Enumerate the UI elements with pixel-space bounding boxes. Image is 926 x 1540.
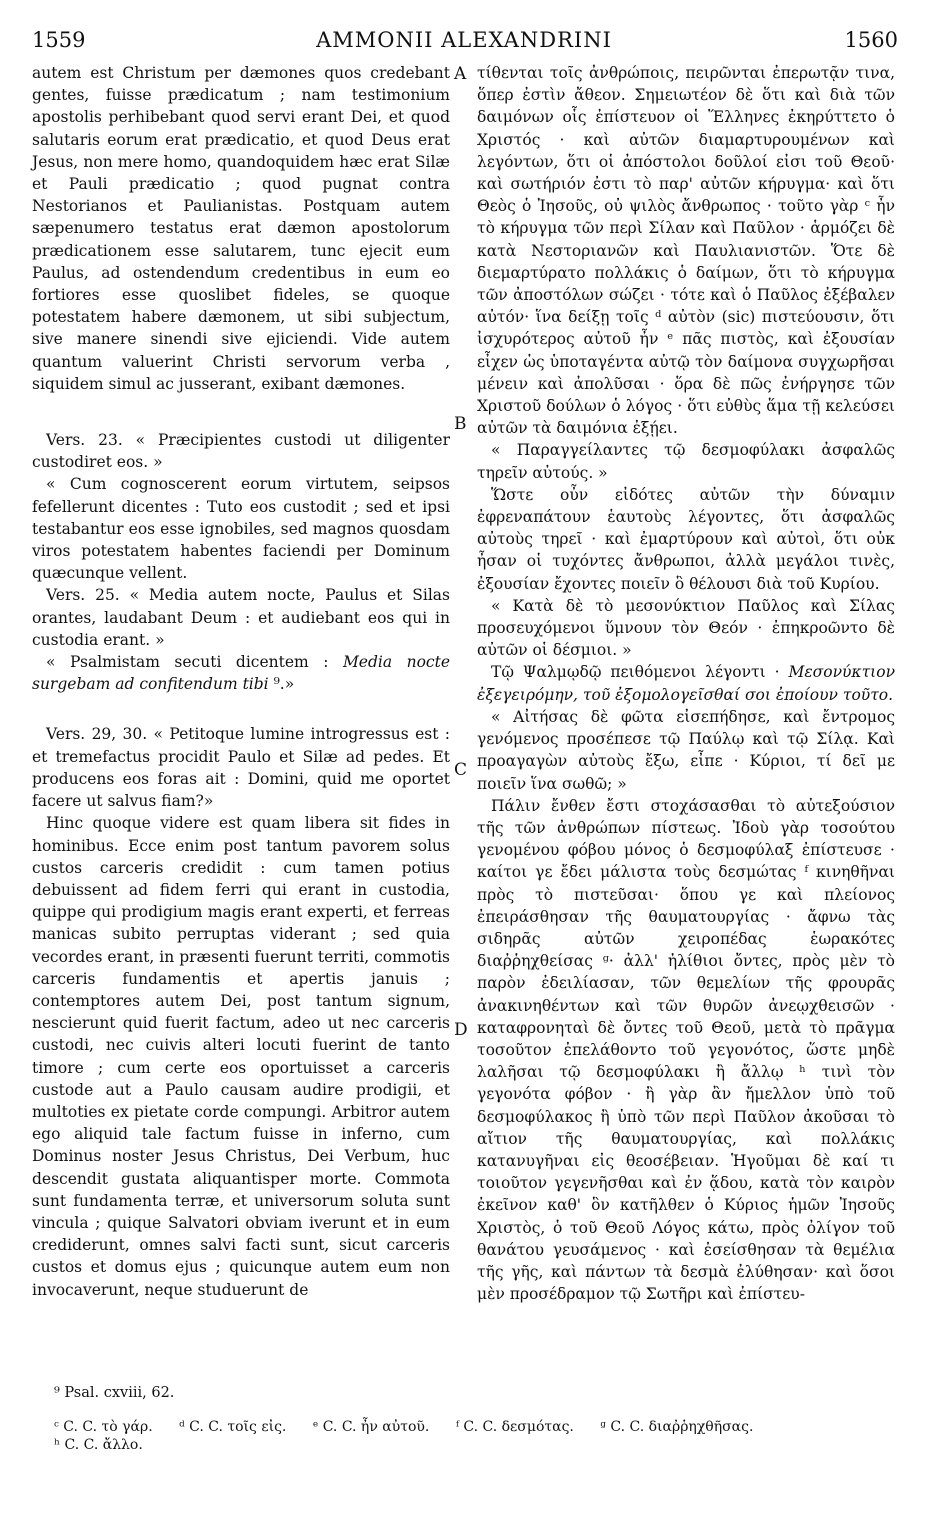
margin-marker-d: D	[454, 1020, 468, 1040]
running-title: AMMONII ALEXANDRINI	[316, 28, 612, 52]
greek-verse-heading: « Παραγγείλαντες τῷ δεσμοφύλακι ἀσφαλῶς τηρεῖν αὐτούς. »	[477, 441, 895, 482]
page-number-left: 1559	[32, 28, 86, 52]
footnote-e: ᵉ C. C. ἦν αὐτοῦ.	[312, 1419, 430, 1435]
greek-paragraph: Ὥστε οὖν εἰδότες αὐτῶν τὴν δύναμιν ἐφρεναπάτουν ἑαυτοὺς λέγοντες, ὅτι ἀσφαλῶς αὐτοὺς τηρεῖ · καὶ ἐμαρτύρουν καὶ αὐτοὶ, ὅτι οὐκ ἦσαν οἱ τυχόντες ἄνθρωποι, ἀλλὰ μεγάλοι τινὲς, ἐξουσίαν ἔχοντες ποιεῖν ὃ θέλουσι διὰ τοῦ Κυρίου.	[477, 485, 895, 593]
footnote-d: ᵈ C. C. τοῖς εἰς.	[179, 1419, 287, 1435]
margin-marker-b: B	[454, 414, 467, 434]
greek-column	[477, 62, 895, 1305]
margin-marker-c: C	[454, 760, 468, 780]
greek-paragraph: τίθενται τοῖς ἀνθρώποις, πειρῶνται ἐπερωτᾷν τινα, ὅπερ ἐστὶν ἄθεον. Σημειωτέον δὲ ὅτι καὶ διὰ τῶν δαιμόνων οἷς ἐπίστευον οἱ Ἕλληνες ἐκηρύττετο ὁ Χριστός · καὶ αὐτῶν διαμαρτυρουμένων καὶ λεγόντων, ὅτι οἱ ἀπόστολοι δοῦλοί εἰσι τοῦ Θεοῦ· καὶ σωτήριόν ἐστι τὸ παρ' αὐτῶν κήρυγμα· καὶ ὅτι Θεὸς ὁ Ἰησοῦς, οὐ ψιλὸς ἄνθρωπος · τοῦτο γὰρ ᶜ ἦν τὸ κήρυγμα τῶν περὶ Σίλαν καὶ Παῦλον · ἁρμόζει δὲ κατὰ Νεστοριανῶν καὶ Παυλιανιστῶν. Ὅτε δὲ διεμαρτύρατο πολλάκις ὁ δαίμων, ὅτι τὸ κήρυγμα τῶν ἀποστόλων σώζει · τότε καὶ ὁ Παῦλος ἐξέβαλεν αὐτόν· ἵνα δείξῃ τοῖς ᵈ αὐτὸν (sic) πιστεύουσιν, ὅτι ἰσχυρότερος αὐτοῦ ἦν ᵉ πᾶς πιστὸς, καὶ ἐξουσίαν εἶχεν ὡς ὑποταγέντα αὐτῷ τὸν δαίμονα συγχωρῆσαι μένειν καὶ ἀπολῦσαι · ὅρα δὲ πῶς ἐνήργησε τῶν Χριστοῦ δούλων ὁ λόγος · ὅτι εὐθὺς ἅμα τῇ κελεύσει αὐτῶν τὰ δαιμόνια ἐξῄει.	[477, 64, 895, 438]
greek-verse-heading: « Κατὰ δὲ τὸ μεσονύκτιον Παῦλος καὶ Σίλας προσευχόμενοι ὕμνουν τὸν Θεόν · ἐπηκροῶντο δὲ αὐτῶν οἱ δέσμιοι. »	[477, 596, 895, 660]
latin-paragraph: Hinc quoque videre est quam libera sit fides in hominibus. Ecce enim post tantum pavorem solus custos carceris credidit : cum tamen potius debuissent ad fidem ferri qui erant in custodia, quippe qui prodigium magis erant experti, et ferreas manicas subito perruptas viderant ; sed quia vecordes erant, in præsenti fuerunt territi, commotis carceris fundamentis et apertis januis ; contemptores autem Dei, post tantum signum, nescierunt quid fuerit factum, adeo ut nec carceris custodi, nec cuivis alteri locuti fuerint de tanto timore ; cum certe eos oportuisset a carceris custode aut a Paulo causam audire prodigii, et multoties ex pietate corde compungi. Arbitror autem ego aliquid tale factum fuisse in inferno, cum Dominus noster Jesus Christus, Dei Verbum, huc descendit gustata aliquantisper morte. Commota sunt fundamenta terræ, et universorum soluta sunt vincula ; quique Salvatori obviam iverunt et in eum crediderunt, omnes salvi facti sunt, sicut carceris custos et domus ejus ; quicunque autem eum non invocaverunt, neque studuerunt de	[32, 814, 450, 1299]
latin-verse-heading: Vers. 29, 30. « Petitoque lumine introgressus est : et tremefactus procidit Paulo et Silæ ad pedes. Et producens eos foras ait : Domini, quid me oportet facere ut salvus fiam?»	[32, 725, 450, 811]
greek-paragraph: Πάλιν ἔνθεν ἔστι στοχάσασθαι τὸ αὐτεξούσιον τῆς τῶν ἀνθρώπων πίστεως. Ἰδοὺ γὰρ τοσούτου γενομένου φόβου μόνος ὁ δεσμοφύλαξ ἐπίστευσε · καίτοι γε ἔδει μάλιστα τοὺς δεσμώτας ᶠ κινηθῆναι πρὸς τὸ πιστεῦσαι· ὅπου γε καὶ πλείονος ἐπειράσθησαν τῆς θαυματουργίας · ἄφνω τὰς σιδηρᾶς αὐτῶν χειροπέδας ἑωρακότες διαῤῥηχθείσας ᵍ· ἀλλ' ἠλίθιοι ὄντες, πρὸς μὲν τὸ παρὸν ἐδειλίασαν, τῶν θεμελίων τῆς φρουρᾶς ἀνακινηθέντων καὶ τῶν θυρῶν ἀνεῳχθεισῶν · καταφρονηταὶ δὲ ὄντες τοῦ Θεοῦ, μετὰ τὸ πρᾶγμα τοσοῦτον ἐπελάθοντο τοῦ γεγονότος, ὥστε μηδὲ λαλῆσαι τῷ δεσμοφύλακι ἢ ἄλλῳ ʰ τινὶ τὸν γεγονότα φόβον · ἢ γὰρ ἂν ἤμελλον ὑπὸ τοῦ δεσμοφύλακος ἢ ὑπὸ τῶν περὶ Παῦλον ἀκοῦσαι τὸ αἴτιον τῆς θαυματουργίας, καὶ πολλάκις κατανυγῆναι εἰς θεοσέβειαν. Ἡγοῦμαι δὲ καί τι τοιοῦτον γεγενῆσθαι καὶ ἐν ᾅδου, κατὰ τὸν καιρὸν ἐκεῖνον καθ' ὃν κατῆλθεν ὁ Κύριος ἡμῶν Ἰησοῦς Χριστὸς, ὁ τοῦ Θεοῦ Λόγος κάτω, πρὸς ὀλίγον τοῦ θανάτου γευσάμενος · καὶ ἐσείσθησαν τὰ θεμέλια τῆς γῆς, καὶ πάντων τὰ δεσμὰ ἐλύθησαν· καὶ ὅσοι μὲν προσέδραμον τῷ Σωτῆρι καὶ ἐπίστευ-	[477, 796, 895, 1304]
latin-quotation: Media nocte surgebam ad confitendum tibi	[32, 653, 450, 694]
latin-verse-heading: Vers. 23. « Præcipientes custodi ut diligenter custodiret eos. »	[32, 431, 450, 472]
running-header	[30, 28, 898, 58]
latin-paragraph: autem est Christum per dæmones quos credebant gentes, fuisse prædicatum ; nam testimonium apostolis perhibebant quod servi erant Dei, et quod salutaris eorum erat prædicatio, et quod Deus erat Jesus, non mere homo, quandoquidem hæc erat Silæ et Pauli prædicatio ; quod pugnat contra Nestorianos et Paulianistas. Postquam autem sæpenumero testatus erat dæmon apostolorum prædicationem esse salutarem, tunc ejecit eum Paulus, ad ostendendum credentibus in eum eo fortiores esse quoslibet fideles, se quoque potestatem habere dæmonem, ut sibi subjectum, sive manere sinendi sive ejiciendi. Vide autem quantum valuerint Christi servorum verba , siquidem simul ac jusserant, exibant dæmones.	[32, 64, 450, 393]
greek-paragraph: Τῷ Ψαλμῳδῷ πειθόμενοι λέγοντι · Μεσονύκτιον ἐξεγειρόμην, τοῦ ἐξομολογεῖσθαί σοι ἐποίουν τοῦτο.	[477, 663, 895, 704]
footnote-latin: ⁹ Psal. cxviii, 62.	[54, 1385, 175, 1401]
page-number-right: 1560	[844, 28, 898, 52]
footnote-f: ᶠ C. C. δεσμότας.	[455, 1419, 574, 1435]
latin-column	[32, 62, 450, 1301]
footnote-h: ʰ C. C. ἄλλο.	[54, 1437, 143, 1453]
greek-quotation: Μεσονύκτιον ἐξεγειρόμην, τοῦ ἐξομολογεῖσθαί σοι ἐποίουν τοῦτο.	[477, 663, 895, 704]
greek-verse-heading: « Αἰτήσας δὲ φῶτα εἰσεπήδησε, καὶ ἔντρομος γενόμενος προσέπεσε τῷ Παύλῳ καὶ τῷ Σίλᾳ. Καὶ προαγαγὼν αὐτοὺς ἔξω, εἶπε · Κύριοι, τί δεῖ με ποιεῖν ἵνα σωθῶ; »	[477, 707, 895, 793]
footnotes-greek	[54, 1418, 904, 1454]
latin-paragraph: « Cum cognoscerent eorum virtutem, seipsos fefellerunt dicentes : Tuto eos custodit ; sed et ipsi testabantur eos esse ignobiles, sed magnos quosdam viros potestatem habentes faciendi per Dominum quæcunque vellent.	[32, 475, 450, 583]
footnote-g: ᵍ C. C. διαῤῥηχθῆσας.	[600, 1419, 754, 1435]
footnote-c: ᶜ C. C. τὸ γάρ.	[54, 1419, 153, 1435]
latin-paragraph: « Psalmistam secuti dicentem : Media nocte surgebam ad confitendum tibi ⁹.»	[32, 653, 450, 694]
margin-marker-a: A	[454, 64, 467, 84]
latin-verse-heading: Vers. 25. « Media autem nocte, Paulus et Silas orantes, laudabant Deum : et audiebant eos qui in custodia erant. »	[32, 586, 450, 649]
